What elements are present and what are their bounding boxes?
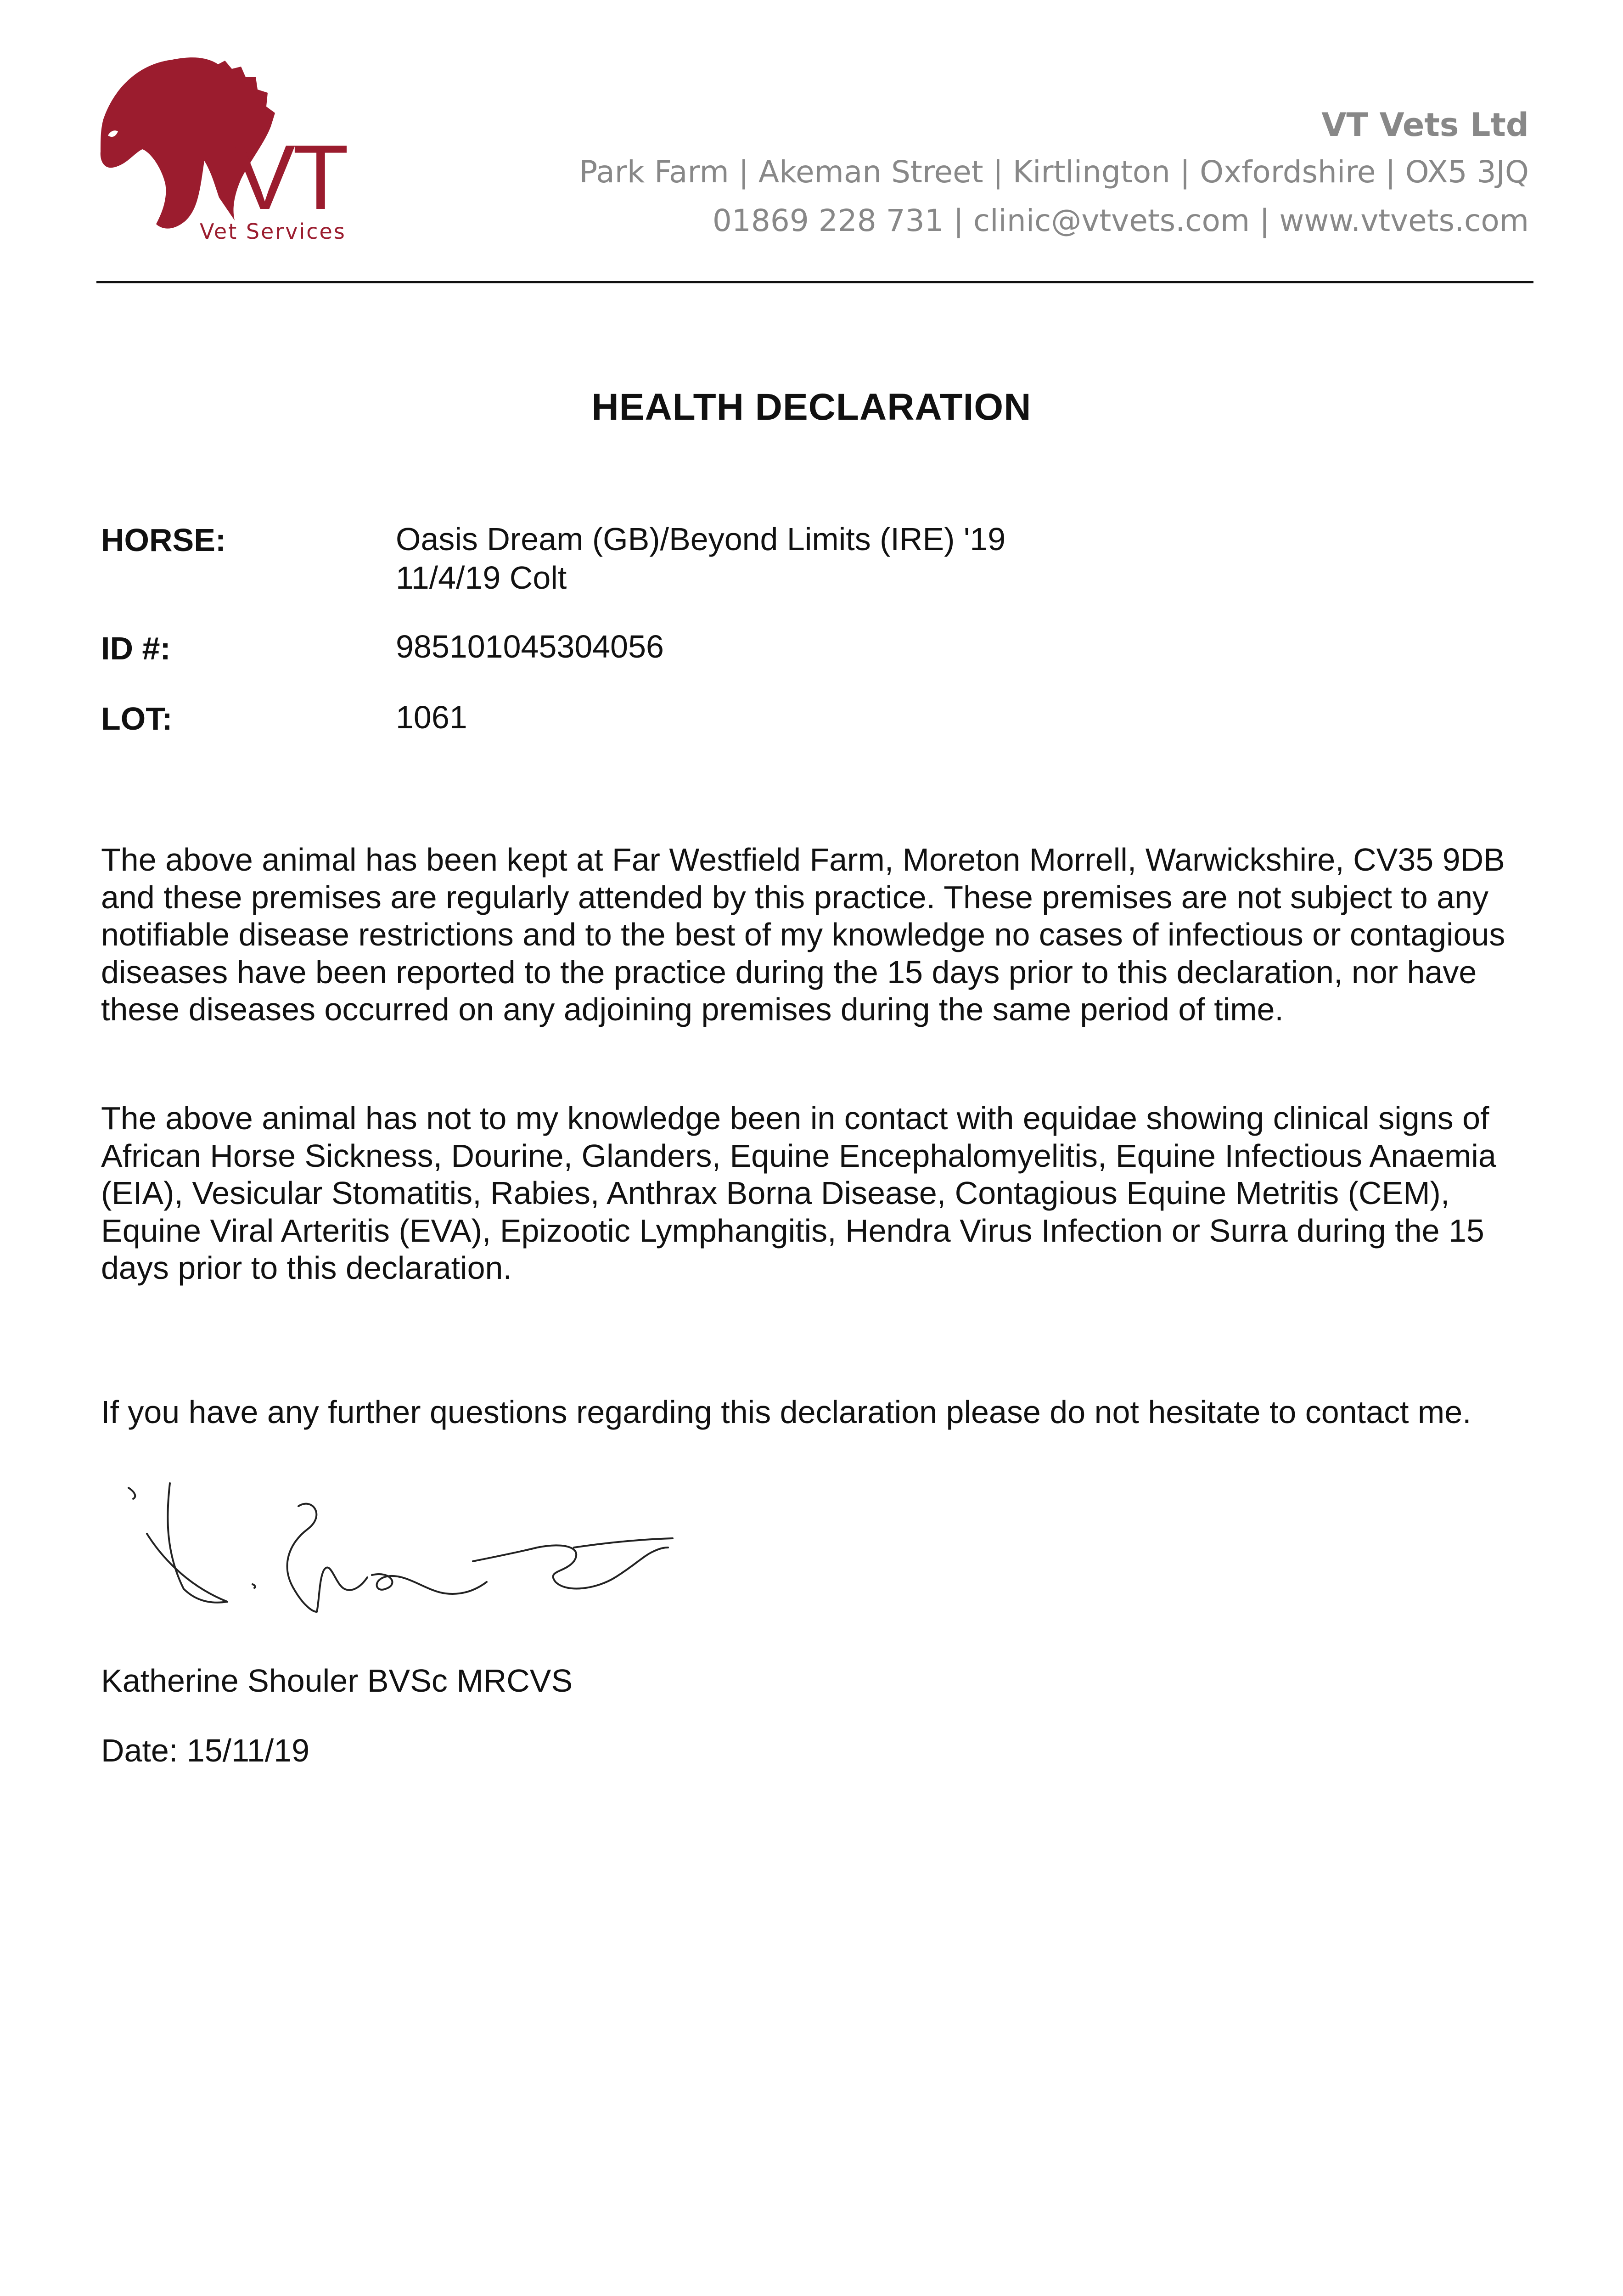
signature: [115, 1479, 675, 1626]
company-address: Park Farm | Akeman Street | Kirtlington | Oxfordshire | OX5 3JQ: [579, 154, 1529, 190]
horse-value: [396, 520, 1005, 597]
vt-logo: [94, 51, 370, 248]
horse-dob-sex: 11/4/19 Colt: [396, 560, 567, 596]
horse-head-logo-icon: [94, 51, 370, 248]
paragraph-contact-diseases: The above animal has not to my knowledge been in contact with equidae showing clinical signs of African Horse Sickness, Dourine, Glanders, Equine Encephalomyelitis, Equine Infectious Anaemia (EIA), Vesicular Stomatitis, Rabies, Anthrax Borna Disease, Contagious Equine Metritis (CEM), Equine Viral Arteritis (EVA), Epizootic Lymphangitis, Hendra Virus Infection or Surra during the 15 days prior to this declaration.: [101, 1100, 1496, 1286]
id-label: ID #:: [101, 630, 171, 666]
header-divider: [96, 281, 1533, 283]
signatory-name: Katherine Shouler BVSc MRCVS: [101, 1663, 573, 1699]
lot-value: 1061: [396, 699, 467, 735]
company-name: VT Vets Ltd: [1321, 106, 1529, 144]
company-details: [579, 102, 1529, 245]
paragraph-premises: The above animal has been kept at Far Westfield Farm, Moreton Morrell, Warwickshire, CV35 9DB and these premises are regularly attended by this practice. These premises are not subject to any notifiable disease restrictions and to the best of my knowledge no cases of infectious or contagious diseases have been reported to the practice during the 15 days prior to this declaration, nor have these diseases occurred on any adjoining premises during the same period of time.: [101, 842, 1505, 1028]
horse-label: HORSE:: [101, 522, 226, 558]
paragraph-questions: If you have any further questions regarding this declaration please do not hesitate to contact me.: [101, 1394, 1471, 1430]
horse-breeding: Oasis Dream (GB)/Beyond Limits (IRE) '19: [396, 521, 1006, 557]
id-value: 985101045304056: [396, 629, 664, 664]
company-contact: 01869 228 731 | clinic@vtvets.com | www.vtvets.com: [712, 203, 1529, 238]
lot-label: LOT:: [101, 701, 173, 737]
svg-text:VT: VT: [234, 126, 346, 229]
svg-text:Vet Services: Vet Services: [200, 219, 346, 244]
document-title: HEALTH DECLARATION: [591, 386, 1032, 428]
declaration-date: Date: 15/11/19: [101, 1733, 310, 1768]
